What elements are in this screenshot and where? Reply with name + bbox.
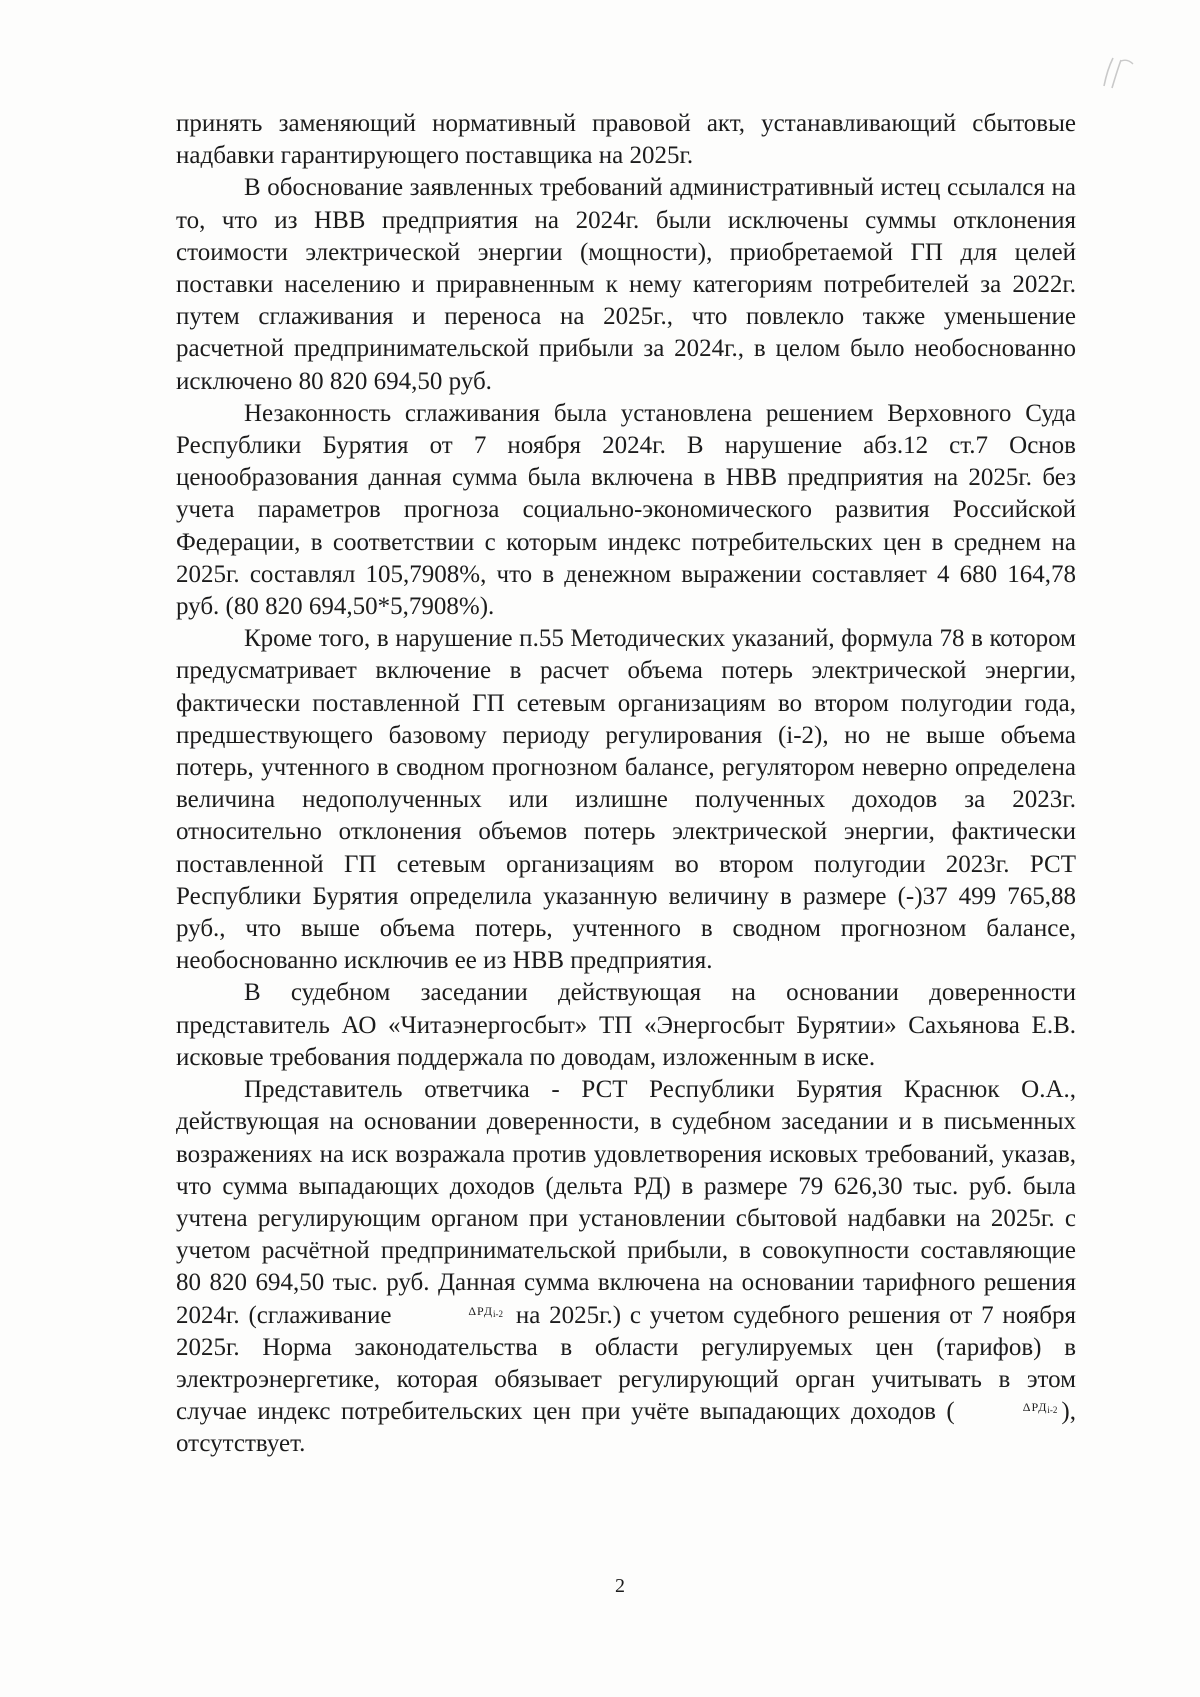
paragraph: принять заменяющий нормативный правовой акт, устанавливающий сбытовые надбавки гарантирующего поставщика на 2025г.	[176, 110, 1076, 170]
paragraph-respondent	[176, 1074, 1076, 1460]
paragraph: В обоснование заявленных требований административный истец ссылался на то, что из НВВ предприятия на 2024г. были исключены суммы отклонения стоимости электрической энергии (мощности), приобретаемой ГП для целей поставки населению и приравненным к нему категориям потребителей за 2022г. путем сглаживания и переноса на 2025г., что повлекло также уменьшение расчетной предпринимательской прибыли за 2024г., в целом было необоснованно исключено 80 820 694,50 руб.	[176, 174, 1076, 395]
formula-symbol-main: ΔРД	[468, 1303, 494, 1318]
paragraph-text-part: ), отсутствует.	[176, 1398, 1076, 1458]
paragraph: В судебном заседании действующая на основании доверенности представитель АО «Читаэнергосбыт» ТП «Энергосбыт Бурятии» Сахьянова Е.В. исковые требования поддержала по доводам, изложенным в иске.	[176, 979, 1076, 1071]
formula-symbol-main: ΔРД	[1022, 1400, 1048, 1415]
formula-symbol-subscript: i-2	[1047, 1405, 1058, 1416]
handwritten-page-mark	[1090, 52, 1140, 92]
document-body	[176, 108, 1076, 1461]
page-number: 2	[615, 1575, 625, 1597]
paragraph-text-part: на 2025г.) с учетом судебного решения от 7 ноября 2025г. Норма законодательства в области регулируемых цен (тарифов) в электроэнергетике, которая обязывает регулирующий орган учитывать в этом случае индекс потребительских цен при учёте выпадающих доходов (	[176, 1301, 1076, 1426]
paragraph: Незаконность сглаживания была установлена решением Верховного Суда Республики Бурятия от 7 ноября 2024г. В нарушение абз.12 ст.7 Основ ценообразования данная сумма была включена в НВВ предприятия на 2025г. без учета параметров прогноза социально-экономического развития Российской Федерации, в соответствии с которым индекс потребительских цен в среднем на 2025г. составлял 105,7908%, что в денежном выражении составляет 4 680 164,78 руб. (80 820 694,50*5,7908%).	[176, 399, 1076, 621]
paragraph-text-part: Представитель ответчика - РСТ Республики Бурятия Краснюк О.А., действующая на основании доверенности, в судебном заседании и в письменных возражениях на иск возражала против удовлетворения исковых требований, указав, что сумма выпадающих доходов (дельта РД) в размере 79 626,30 тыс. руб. была учтена регулирующим органом при установлении сбытовой надбавки на 2025г. с учетом расчётной предпринимательской прибыли, в совокупности составляющие 80 820 694,50 тыс. руб. Данная сумма включена на основании тарифного решения 2024г. (сглаживание	[176, 1076, 1076, 1329]
formula-symbol-subscript: i-2	[493, 1308, 504, 1319]
formula-symbol-delta-rd	[955, 1401, 1058, 1415]
paragraph: Кроме того, в нарушение п.55 Методических указаний, формула 78 в котором предусматривает включение в расчет объема потерь электрической энергии, фактически поставленной ГП сетевым организациям во втором полугодии года, предшествующего базовому периоду регулирования (i-2), но не выше объема потерь, учтенного в сводном прогнозном балансе, регулятором неверно определена величина недополученных или излишне полученных доходов за 2023г. относительно отклонения объемов потерь электрической энергии, фактически поставленной ГП сетевым организациям во втором полугодии 2023г. РСТ Республики Бурятия определила указанную величину в размере (-)37 499 765,88 руб., что выше объема потерь, учтенного в сводном прогнозном балансе, необоснованно исключив ее из НВВ предприятия.	[176, 625, 1076, 975]
formula-symbol-delta-rd	[400, 1305, 503, 1319]
